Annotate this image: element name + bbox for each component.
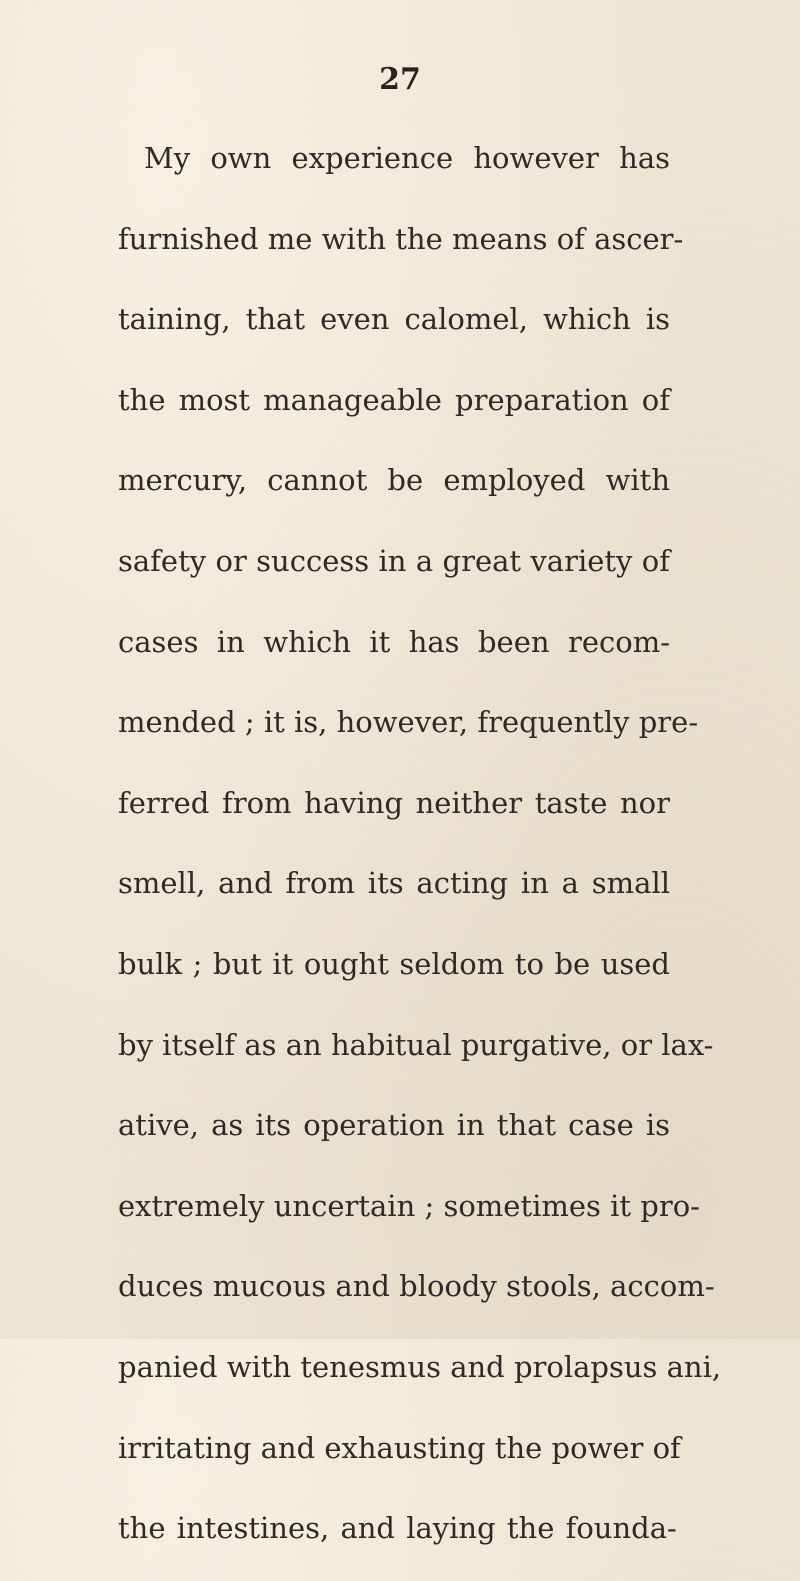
text-line: the intestines, and laying the founda- [118, 1511, 677, 1546]
text-line: the most manageable preparation of [118, 382, 670, 417]
text-line: mended ; it is, however, frequently pre- [118, 705, 699, 740]
text-line: bulk ; but it ought seldom to be used [118, 946, 670, 981]
text-line: extremely uncertain ; sometimes it pro- [118, 1188, 700, 1223]
text-line: irritating and exhausting the power of [118, 1430, 681, 1465]
text-line: taining, that even calomel, which is [118, 302, 670, 337]
text-line: safety or success in a great variety of [118, 543, 670, 578]
text-line: smell, and from its acting in a small [118, 866, 670, 901]
text-line: by itself as an habitual purgative, or lax- [118, 1027, 714, 1062]
text-line: panied with tenesmus and prolapsus ani, [118, 1349, 722, 1384]
text-line: duces mucous and bloody stools, accom- [118, 1269, 715, 1304]
text-line: cases in which it has been recom- [118, 624, 670, 659]
page-number: 27 [379, 62, 421, 97]
text-line: mercury, cannot be employed with [118, 463, 670, 498]
text-line: My own experience however has [144, 141, 670, 175]
text-line: ative, as its operation in that case is [118, 1108, 670, 1143]
body-text [118, 130, 722, 1581]
text-line: ferred from having neither taste nor [118, 785, 670, 820]
text-line: furnished me with the means of ascer- [118, 221, 684, 256]
